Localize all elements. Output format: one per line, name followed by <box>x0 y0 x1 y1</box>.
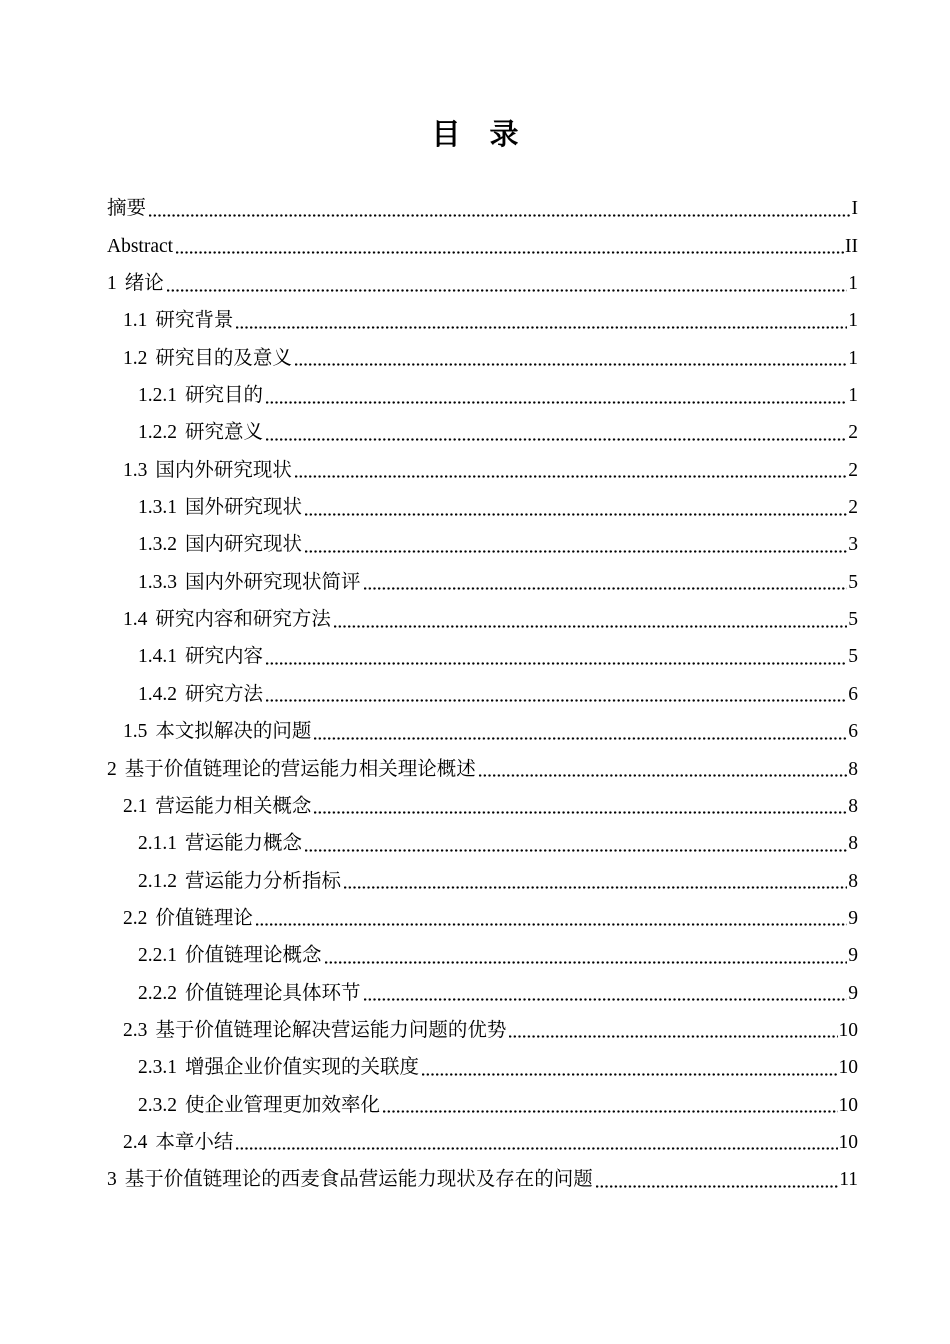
toc-entry-label <box>123 719 311 745</box>
toc-entry[interactable] <box>107 596 858 633</box>
toc-entry-page-number: 10 <box>838 1019 858 1041</box>
toc-entry-page-number: 2 <box>848 497 858 519</box>
toc-entry-label <box>107 1167 593 1193</box>
toc-entry-page-number: 8 <box>848 870 858 892</box>
dot-leader <box>596 1167 838 1193</box>
dot-leader <box>364 570 848 596</box>
dot-leader <box>364 981 848 1007</box>
toc-entry-number: 1.3.3 <box>138 571 177 593</box>
toc-entry-page-number: 5 <box>848 571 858 593</box>
toc-entry-label <box>138 943 322 969</box>
toc-entry[interactable] <box>107 745 858 782</box>
toc-entry-label <box>123 1018 506 1044</box>
dot-leader <box>314 794 847 820</box>
toc-entry[interactable] <box>107 708 858 745</box>
dot-leader <box>479 757 847 783</box>
toc-entry-page-number: 8 <box>848 795 858 817</box>
toc-entry-number: 2.2.2 <box>138 982 177 1004</box>
toc-entry-number: 2.3.1 <box>138 1057 177 1079</box>
toc-entry-text: 基于价值链理论解决营运能力问题的优势 <box>155 1019 507 1041</box>
toc-entry-label <box>107 234 173 260</box>
toc-entry[interactable] <box>107 409 858 446</box>
toc-entry-number: 2.3 <box>123 1019 148 1041</box>
toc-entry-label <box>107 757 476 783</box>
toc-entry-label <box>138 420 263 446</box>
dot-leader <box>305 831 847 857</box>
toc-entry-text: Abstract <box>107 235 174 257</box>
toc-entry-text: 本章小结 <box>155 1131 234 1153</box>
toc-entry[interactable] <box>107 1156 858 1193</box>
toc-entry-text: 研究意义 <box>185 422 264 444</box>
toc-entry-text: 增强企业价值实现的关联度 <box>185 1057 420 1079</box>
toc-entry-page-number: 5 <box>848 609 858 631</box>
toc-entry-text: 营运能力相关概念 <box>155 795 312 817</box>
toc-entry[interactable] <box>107 1007 858 1044</box>
toc-entry-page-number: 5 <box>848 646 858 668</box>
toc-entry-label <box>123 906 253 932</box>
toc-entry[interactable] <box>107 334 858 371</box>
toc-entry-text: 价值链理论 <box>155 907 253 929</box>
toc-entry-page-number: 1 <box>848 273 858 295</box>
toc-entry-text: 价值链理论具体环节 <box>185 982 361 1004</box>
dot-leader <box>256 906 847 932</box>
toc-entry-number: 1.4.1 <box>138 646 177 668</box>
toc-entry-number: 1.2 <box>123 347 148 369</box>
toc-entry[interactable] <box>107 185 858 222</box>
dot-leader <box>305 532 847 558</box>
toc-entry[interactable] <box>107 222 858 259</box>
toc-entry-page-number: 1 <box>848 347 858 369</box>
page-title: 目 录 <box>431 119 519 151</box>
toc-entry[interactable] <box>107 484 858 521</box>
toc-entry-text: 营运能力概念 <box>185 833 303 855</box>
toc-entry-text: 摘要 <box>107 198 147 220</box>
toc-entry-label <box>138 831 302 857</box>
toc-entry[interactable] <box>107 521 858 558</box>
toc-entry[interactable] <box>107 932 858 969</box>
toc-entry-label <box>138 570 361 596</box>
toc-entry-number: 1 <box>107 273 117 295</box>
toc-entry-page-number: 6 <box>848 721 858 743</box>
toc-entry-page-number: 9 <box>848 982 858 1004</box>
toc-entry-number: 2.1.1 <box>138 833 177 855</box>
dot-leader <box>236 1130 837 1156</box>
toc-entry-page-number: 1 <box>848 385 858 407</box>
toc-entry-page-number: 10 <box>838 1057 858 1079</box>
toc-entry-page-number: 10 <box>838 1094 858 1116</box>
toc-entry-label <box>138 495 302 521</box>
toc-entry-number: 2 <box>107 758 117 780</box>
toc-entry-number: 1.5 <box>123 721 148 743</box>
toc-entry-label <box>123 607 331 633</box>
toc-entry-label <box>123 1130 233 1156</box>
toc-entry-number: 2.3.2 <box>138 1094 177 1116</box>
toc-entry-page-number: 2 <box>848 422 858 444</box>
toc-entry-text: 研究内容和研究方法 <box>155 609 331 631</box>
dot-leader <box>176 234 844 260</box>
dot-leader <box>325 943 848 969</box>
toc-entry[interactable] <box>107 558 858 595</box>
toc-entry-text: 研究目的及意义 <box>155 347 292 369</box>
toc-entry-label <box>123 458 292 484</box>
toc-entry-text: 价值链理论概念 <box>185 945 322 967</box>
dot-leader <box>344 869 847 895</box>
toc-entry[interactable] <box>107 670 858 707</box>
toc-entry[interactable] <box>107 297 858 334</box>
toc-entry-number: 2.1 <box>123 795 148 817</box>
toc-entry-label <box>138 532 302 558</box>
toc-entry-text: 国外研究现状 <box>185 497 303 519</box>
toc-entry-text: 国内研究现状 <box>185 534 303 556</box>
dot-leader <box>509 1018 837 1044</box>
toc-entry-label <box>138 1055 419 1081</box>
toc-entry[interactable] <box>107 820 858 857</box>
toc-entry-number: 2.2 <box>123 907 148 929</box>
dot-leader <box>167 271 847 297</box>
dot-leader <box>314 719 847 745</box>
toc-entry-text: 研究目的 <box>185 385 264 407</box>
toc-entry-number: 1.3 <box>123 459 148 481</box>
dot-leader <box>383 1093 837 1119</box>
toc-entry-text: 基于价值链理论的西麦食品营运能力现状及存在的问题 <box>124 1169 593 1191</box>
toc-entry[interactable] <box>107 895 858 932</box>
dot-leader <box>236 308 847 334</box>
dot-leader <box>266 420 847 446</box>
toc-entry-text: 研究背景 <box>155 310 234 332</box>
toc-entry[interactable] <box>107 969 858 1006</box>
toc-entry-text: 研究方法 <box>185 683 264 705</box>
dot-leader <box>295 346 847 372</box>
dot-leader <box>334 607 847 633</box>
toc-entry-page-number: 11 <box>839 1169 858 1191</box>
toc-entry-number: 1.3.1 <box>138 497 177 519</box>
toc-entry-number: 1.2.1 <box>138 385 177 407</box>
toc-entry[interactable] <box>107 1081 858 1118</box>
toc-entry-page-number: 6 <box>848 683 858 705</box>
toc-entry-page-number: 8 <box>848 833 858 855</box>
toc-entry-number: 2.1.2 <box>138 870 177 892</box>
toc-entry-label <box>138 383 263 409</box>
toc-entry[interactable] <box>107 783 858 820</box>
toc-entry-number: 1.2.2 <box>138 422 177 444</box>
toc-entry-page-number: 1 <box>848 310 858 332</box>
toc-entry-text: 营运能力分析指标 <box>185 870 342 892</box>
toc-entry[interactable] <box>107 633 858 670</box>
dot-leader <box>266 682 847 708</box>
toc-entry-number: 1.4.2 <box>138 683 177 705</box>
toc-entry-number: 1.1 <box>123 310 148 332</box>
toc-entry-text: 绪论 <box>124 273 164 295</box>
toc-entry-text: 国内外研究现状简评 <box>185 571 361 593</box>
toc-entry-page-number: II <box>845 235 858 257</box>
toc-entry-number: 2.2.1 <box>138 945 177 967</box>
toc-entry-label <box>138 644 263 670</box>
toc-entry[interactable] <box>107 1044 858 1081</box>
dot-leader <box>266 383 847 409</box>
toc-entry-page-number: 9 <box>848 945 858 967</box>
toc-entry[interactable] <box>107 372 858 409</box>
toc-entry[interactable] <box>107 260 858 297</box>
toc-entry-label <box>107 271 164 297</box>
toc-entry[interactable] <box>107 857 858 894</box>
toc-entry-page-number: 9 <box>848 907 858 929</box>
toc-entry-number: 3 <box>107 1169 117 1191</box>
dot-leader <box>422 1055 837 1081</box>
toc-entry-label <box>138 1093 380 1119</box>
toc-entry-text: 基于价值链理论的营运能力相关理论概述 <box>124 758 476 780</box>
toc-entry-text: 国内外研究现状 <box>155 459 292 481</box>
toc-entry-label <box>123 346 292 372</box>
toc-entry-label <box>138 682 263 708</box>
dot-leader <box>295 458 847 484</box>
table-of-contents <box>107 185 858 1193</box>
toc-entry-label <box>107 196 146 222</box>
toc-entry-page-number: 2 <box>848 459 858 481</box>
toc-entry-page-number: 8 <box>848 758 858 780</box>
toc-entry-page-number: I <box>851 198 858 220</box>
toc-entry-text: 使企业管理更加效率化 <box>185 1094 381 1116</box>
toc-entry-page-number: 3 <box>848 534 858 556</box>
dot-leader <box>149 196 850 222</box>
toc-entry[interactable] <box>107 446 858 483</box>
toc-entry-text: 本文拟解决的问题 <box>155 721 312 743</box>
toc-entry-number: 1.3.2 <box>138 534 177 556</box>
dot-leader <box>305 495 847 521</box>
toc-entry-label <box>138 869 341 895</box>
toc-entry-label <box>123 308 233 334</box>
toc-entry-label <box>138 981 361 1007</box>
toc-entry-number: 1.4 <box>123 609 148 631</box>
toc-entry-text: 研究内容 <box>185 646 264 668</box>
toc-entry-label <box>123 794 311 820</box>
toc-entry[interactable] <box>107 1119 858 1156</box>
dot-leader <box>266 644 847 670</box>
toc-entry-page-number: 10 <box>838 1131 858 1153</box>
toc-entry-number: 2.4 <box>123 1131 148 1153</box>
